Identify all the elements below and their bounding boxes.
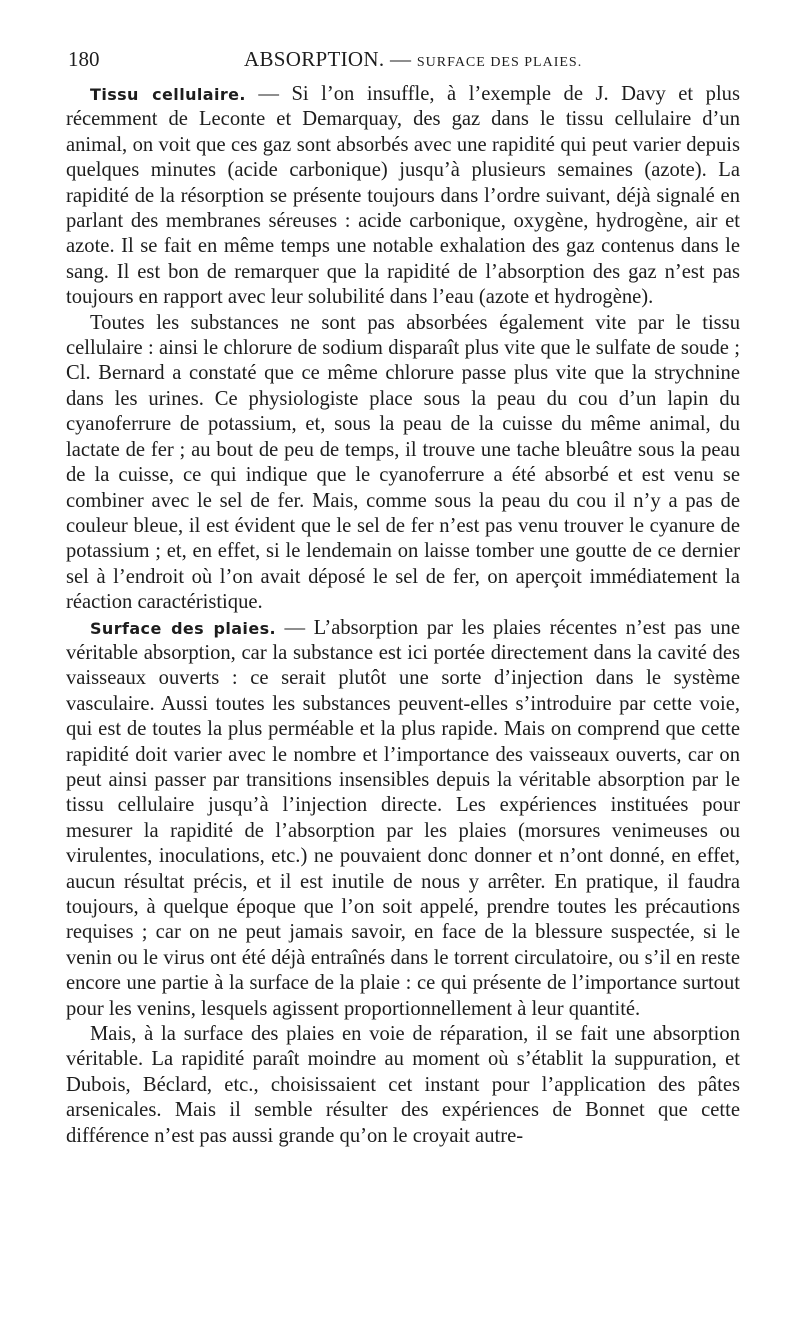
running-title	[244, 44, 582, 78]
paragraph-text: — L’absorption par les plaies récentes n’est pas une véritable absorption, car la substance est ici portée directement dans la cavité des vaisseaux ouverts : ce serait plutôt une sorte d’injection dans le système vasculaire. Aussi toutes les substances peuvent-elles s’introduire par cette voie, qui est de toutes la plus perméable et la plus rapide. Mais on comprend que cette rapidité doit varier avec le nombre et l’importance des vaisseaux ouverts, car on peut ainsi passer par transitions insensibles depuis la véritable absorption par le tissu cellulaire jusqu’à l’injection directe. Les expériences instituées pour mesurer la rapidité de l’absorption par les plaies (morsures venimeuses ou virulentes, inoculations, etc.) ne pouvaient donc donner et n’ont donné, en effet, aucun résultat précis, et il est inutile de nous y arrêter. En pratique, il faudra toujours, à quelque époque que l’on soit appelé, prendre toutes les précautions requises ; car on ne peut jamais savoir, en face de la blessure suspectée, si le venin ou le virus ont été déjà entraînés dans le torrent circulatoire, ou s’il en reste encore une partie à la surface de la plaie : ce qui présente de l’importance surtout pour les venins, lesquels agissent proportionnellement à leur quantité.	[66, 616, 740, 1020]
paragraph-surface-des-plaies	[66, 616, 740, 1023]
body-text	[66, 82, 740, 1149]
title-separator: —	[389, 47, 412, 71]
chapter-title: ABSORPTION.	[244, 47, 385, 71]
running-header	[68, 44, 740, 74]
paragraph-substances	[66, 311, 740, 616]
section-heading-surface-des-plaies: Surface des plaies.	[90, 618, 276, 638]
paragraph-text: Toutes les substances ne sont pas absorbées également vite par le tissu cellulaire : ainsi le chlorure de sodium disparaît plus vite que le sulfate de soude ; Cl. Bernard a constaté que ce même chlorure passe plus vite que la strychnine dans les urines. Ce physiologiste place sous la peau du cou d’un lapin du cyanoferrure de potassium, et, sous la peau de la cuisse du même animal, du lactate de fer ; au bout de peu de temps, il trouve une tache bleuâtre sous la peau de la cuisse, ce qui indique que le cyanoferrure a été absorbé et est venu se combiner avec le sel de fer. Mais, comme sous la peau du cou il n’y a pas de couleur bleue, il est évident que le sel de fer n’est pas venu trouver le cyanure de potassium ; et, en effet, si le lendemain on laisse tomber une goutte de ce dernier sel à l’endroit où l’on avait déposé le sel de fer, on aperçoit immédiatement la réaction caractéristique.	[66, 311, 740, 614]
page-number: 180	[68, 47, 100, 71]
paragraph-plaies-en-reparation	[66, 1022, 740, 1149]
paragraph-text: — Si l’on insuffle, à l’exemple de J. Davy et plus récemment de Leconte et Demarquay, des gaz dans le tissu cellulaire d’un animal, on voit que ces gaz sont absorbés avec une rapidité qui peut varier depuis quelques minutes (acide carbonique) jusqu’à plusieurs semaines (azote). La rapidité de la résorption se présente toujours dans l’ordre suivant, déjà signalé en parlant des membranes séreuses : acide carbonique, oxygène, hydrogène, air et azote. Il se fait en même temps une notable exhalation des gaz contenus dans le sang. Il est bon de remarquer que la rapidité de l’absorption des gaz n’est pas toujours en rapport avec leur solubilité dans l’eau (azote et hydrogène).	[66, 83, 740, 309]
paragraph-text: Mais, à la surface des plaies en voie de réparation, il se fait une absorption véritable. La rapidité paraît moindre au moment où s’établit la suppuration, et Dubois, Béclard, etc., choisissaient cet instant pour l’application des pâtes arsenicales. Mais il semble résulter des expériences de Bonnet que cette différence n’est pas aussi grande qu’on le croyait autre-	[66, 1023, 740, 1147]
paragraph-tissu-cellulaire	[66, 82, 740, 311]
section-subtitle: SURFACE DES PLAIES.	[416, 55, 583, 70]
section-heading-tissu-cellulaire: Tissu cellulaire.	[90, 85, 246, 104]
